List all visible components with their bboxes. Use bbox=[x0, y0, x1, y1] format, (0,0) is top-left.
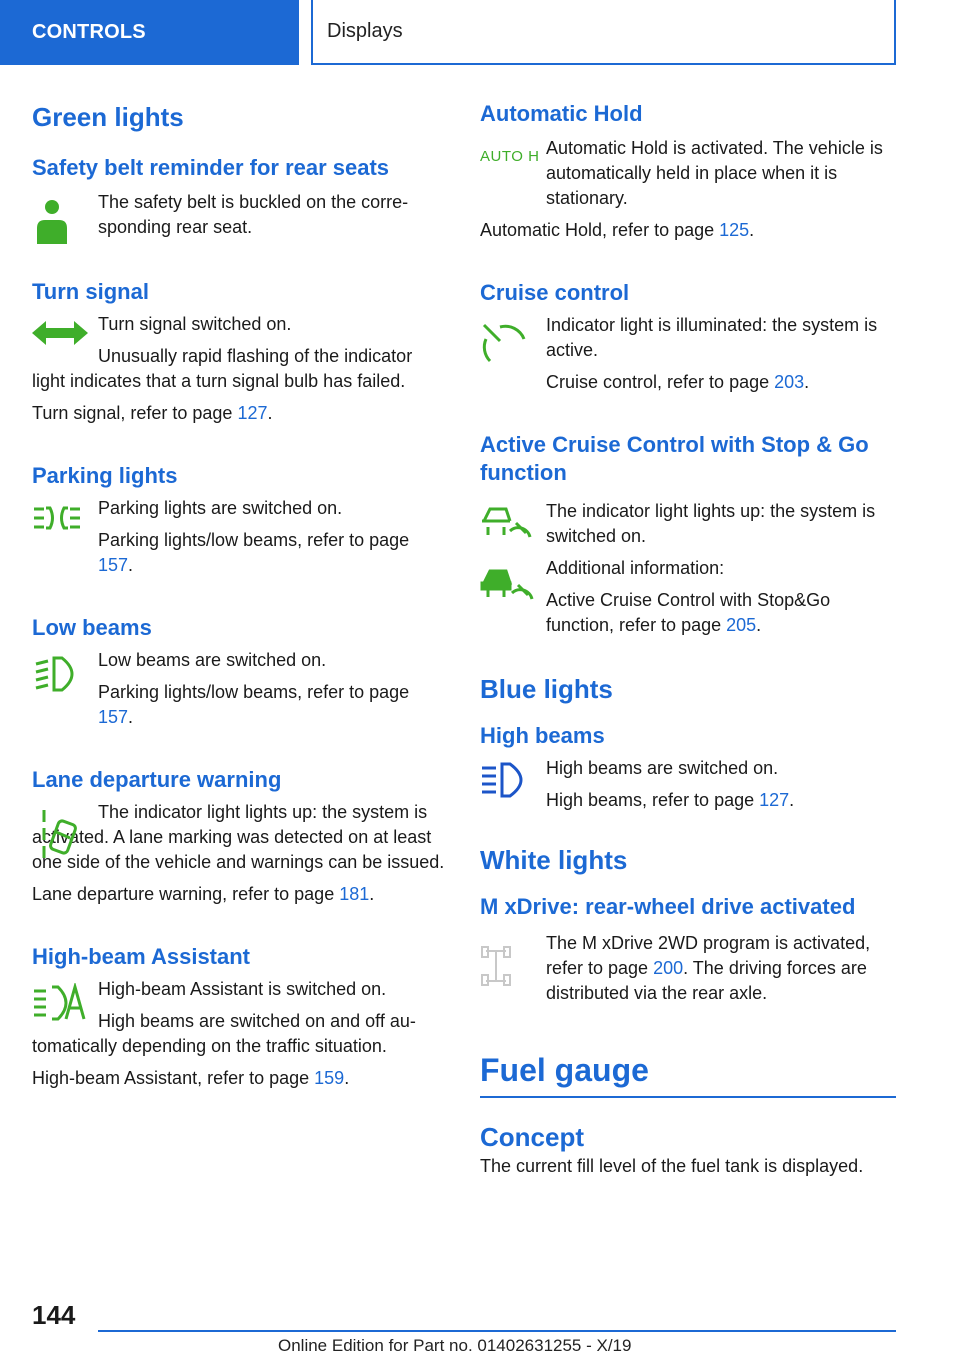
mx-text-post: . The driving forces are distributed via the rear axle. bbox=[546, 958, 867, 1003]
concept-heading: Concept bbox=[480, 1122, 584, 1152]
lane-ref bbox=[32, 882, 448, 907]
autohold-ref bbox=[480, 218, 896, 243]
high-block bbox=[480, 756, 896, 813]
mx-block bbox=[480, 931, 896, 1006]
lane-heading: Lane departure warning bbox=[32, 767, 282, 792]
belt-heading: Safety belt reminder for rear seats bbox=[32, 155, 390, 180]
cruise-heading: Cruise control bbox=[480, 280, 630, 305]
acc-page-link[interactable]: 205 bbox=[726, 615, 757, 635]
high-beam-icon bbox=[480, 760, 534, 800]
hba-ref bbox=[32, 1066, 448, 1091]
low-ref-text: Parking lights/low beams, refer to page bbox=[98, 682, 410, 702]
footer-edition: Online Edition for Part no. 01402631255 - X/19 bbox=[278, 1336, 632, 1355]
low-page-link[interactable]: 157 bbox=[98, 707, 129, 727]
lane-page-link[interactable]: 181 bbox=[339, 884, 370, 904]
mx-page-link[interactable]: 200 bbox=[653, 958, 684, 978]
acc-ref-dot: . bbox=[756, 615, 762, 635]
cruise-text-1: Indicator light is illuminated: the system is active. bbox=[546, 315, 878, 360]
autohold-page-link[interactable]: 125 bbox=[719, 220, 750, 240]
low-ref bbox=[32, 680, 448, 730]
cruise-page-link[interactable]: 203 bbox=[774, 372, 805, 392]
cruise-ref-dot: . bbox=[804, 372, 810, 392]
high-page-link[interactable]: 127 bbox=[759, 790, 790, 810]
mx-text bbox=[480, 931, 896, 1006]
lane-ref-dot: . bbox=[369, 884, 375, 904]
low-ref-dot: . bbox=[128, 707, 134, 727]
low-heading: Low beams bbox=[32, 615, 152, 640]
seatbelt-rear-icon bbox=[32, 198, 72, 246]
hba-text-2: High beams are switched on and off automatically depending on the traffic situation. bbox=[32, 1011, 416, 1056]
acc-text-1: The indicator light lights up: the system is switched on. bbox=[546, 501, 876, 546]
autohold-text-1: Automatic Hold is activated. The vehicle is automatically held in place when it is stationary. bbox=[546, 138, 883, 208]
active-cruise-vehicle-icon bbox=[480, 565, 534, 601]
lane-block bbox=[32, 800, 448, 907]
chapter-label: Displays bbox=[327, 20, 403, 42]
cruise-block bbox=[480, 313, 896, 395]
footer-rule bbox=[98, 1330, 896, 1332]
parking-ref-dot: . bbox=[128, 555, 134, 575]
turn-text-1: Turn signal switched on. bbox=[98, 314, 292, 334]
autohold-ref-text: Automatic Hold, refer to page bbox=[480, 220, 720, 240]
parking-block bbox=[32, 496, 448, 578]
acc-text-2: Additional information: bbox=[546, 558, 725, 578]
white-lights-heading: White lights bbox=[480, 845, 628, 875]
cruise-ref-text: Cruise control, refer to page bbox=[546, 372, 775, 392]
high-heading: High beams bbox=[480, 723, 605, 748]
fuel-gauge-rule bbox=[480, 1096, 896, 1098]
hba-heading: High-beam Assistant bbox=[32, 944, 251, 969]
blue-lights-heading: Blue lights bbox=[480, 674, 613, 704]
hba-block bbox=[32, 977, 448, 1091]
lane-ref-text: Lane departure warning, refer to page bbox=[32, 884, 340, 904]
hba-text-1: High-beam Assistant is switched on. bbox=[98, 979, 387, 999]
mx-heading: M xDrive: rear-wheel drive activated bbox=[480, 894, 856, 919]
autohold-block bbox=[480, 136, 896, 243]
left-column bbox=[32, 100, 448, 1098]
turn-block bbox=[32, 312, 448, 426]
concept-text: The current fill level of the fuel tank is displayed. bbox=[480, 1156, 864, 1176]
high-ref-dot: . bbox=[789, 790, 795, 810]
parking-ref bbox=[32, 528, 448, 578]
high-text-1: High beams are switched on. bbox=[546, 758, 779, 778]
lane-text-1: The indicator light lights up: the system is activated. A lane marking was detected on at least one side of the vehicle and warnings can be issued. bbox=[32, 802, 445, 872]
active-cruise-icon bbox=[480, 503, 534, 539]
turn-page-link[interactable]: 127 bbox=[237, 403, 268, 423]
hba-page-link[interactable]: 159 bbox=[314, 1068, 345, 1088]
parking-page-link[interactable]: 157 bbox=[98, 555, 129, 575]
acc-ref bbox=[480, 588, 896, 638]
turn-signal-icon bbox=[32, 318, 88, 348]
parking-text-1: Parking lights are switched on. bbox=[98, 498, 343, 518]
chapter-tab bbox=[311, 0, 896, 65]
low-block bbox=[32, 648, 448, 730]
parking-lights-icon bbox=[32, 504, 82, 532]
acc-ref-text: Active Cruise Control with Stop&Go function, refer to page bbox=[546, 590, 831, 635]
belt-block bbox=[32, 190, 448, 240]
autohold-ref-dot: . bbox=[749, 220, 755, 240]
right-column bbox=[480, 100, 896, 1186]
rear-wheel-drive-icon bbox=[480, 945, 524, 991]
hba-ref-text: High-beam Assistant, refer to page bbox=[32, 1068, 315, 1088]
auto-hold-icon: AUTO H bbox=[480, 148, 540, 165]
section-tab bbox=[0, 0, 299, 65]
hba-ref-dot: . bbox=[344, 1068, 350, 1088]
high-ref bbox=[480, 788, 896, 813]
section-label: CONTROLS bbox=[32, 21, 146, 43]
acc-heading: Active Cruise Control with Stop & Go function bbox=[480, 432, 869, 485]
belt-text: The safety belt is buckled on the corresponding rear seat. bbox=[98, 192, 409, 237]
lane-departure-icon bbox=[32, 808, 80, 862]
high-ref-text: High beams, refer to page bbox=[546, 790, 760, 810]
cruise-ref bbox=[480, 370, 896, 395]
parking-ref-text: Parking lights/low beams, refer to page bbox=[98, 530, 410, 550]
turn-ref bbox=[32, 401, 448, 426]
turn-heading: Turn signal bbox=[32, 279, 149, 304]
green-lights-heading: Green lights bbox=[32, 102, 184, 132]
mx-text-pre: The M xDrive 2WD program is activated, refer to page bbox=[546, 933, 871, 978]
low-beam-icon bbox=[32, 654, 84, 694]
cruise-control-icon bbox=[480, 321, 528, 363]
high-beam-assistant-icon bbox=[32, 983, 86, 1023]
turn-ref-text: Turn signal, refer to page bbox=[32, 403, 238, 423]
autohold-heading: Automatic Hold bbox=[480, 101, 643, 126]
low-text-1: Low beams are switched on. bbox=[98, 650, 327, 670]
turn-text-2: Unusually rapid flashing of the indicator light indicates that a turn signal bulb has failed. bbox=[32, 346, 413, 391]
turn-ref-dot: . bbox=[267, 403, 273, 423]
parking-heading: Parking lights bbox=[32, 463, 178, 488]
page-number: 144 bbox=[32, 1300, 76, 1330]
acc-block bbox=[480, 499, 896, 638]
fuel-gauge-heading: Fuel gauge bbox=[480, 1052, 649, 1088]
